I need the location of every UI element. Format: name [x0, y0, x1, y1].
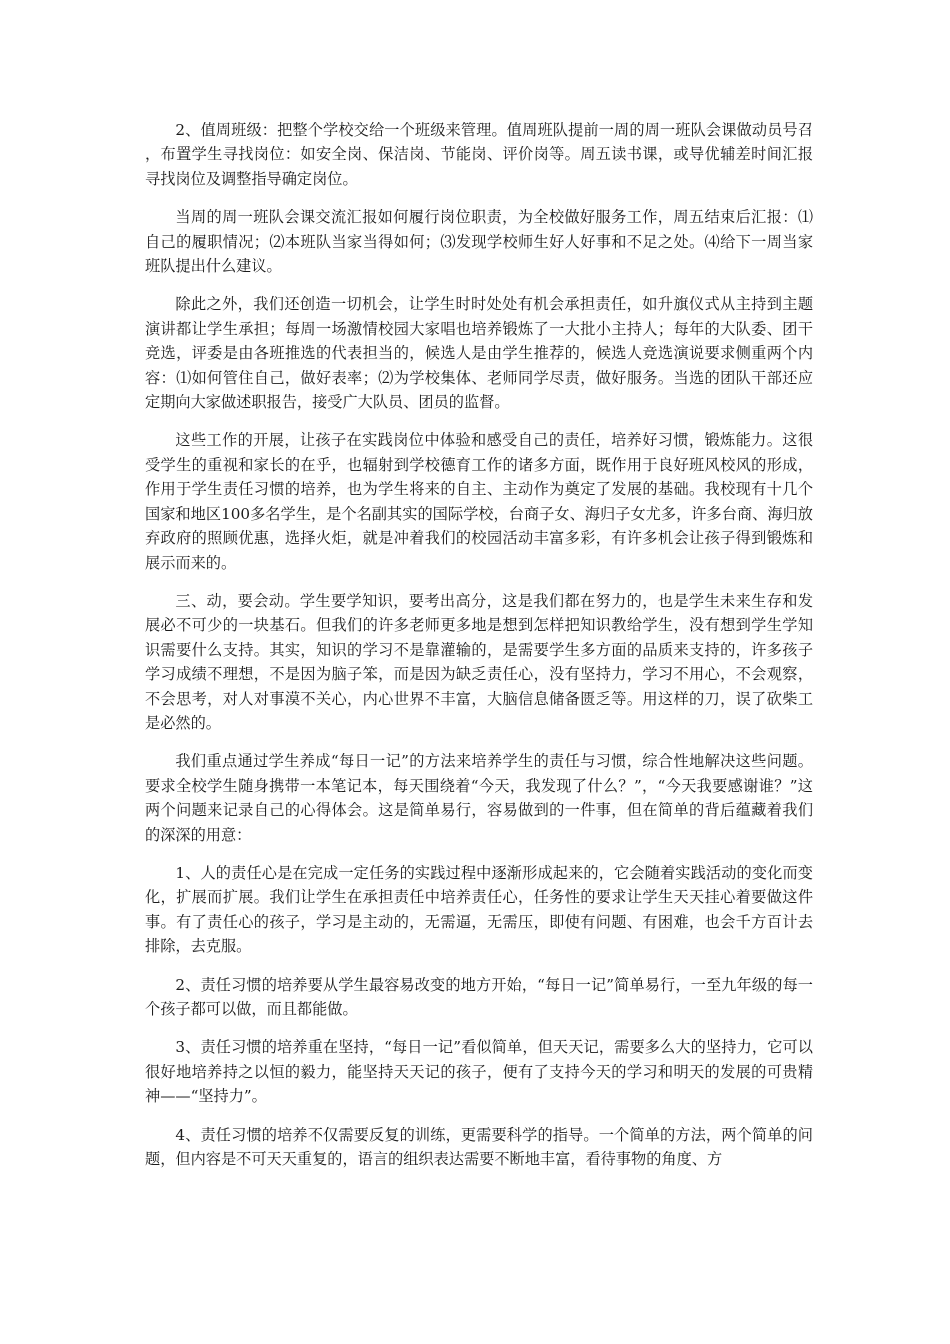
paragraph-work-effects: 这些工作的开展，让孩子在实践岗位中体验和感受自己的责任，培养好习惯，锻炼能力。这很受学生的重视和家长的在乎，也辐射到学校德育工作的诸多方面，既作用于良好班风校风的形成，作用于学生责任习惯的培养，也为学生将来的自主、主动作为奠定了发展的基础。我校现有十几个国家和地区100多名学生，是个名副其实的国际学校，台商子女、海归子女尤多，许多台商、海归放弃政府的照顾优惠，选择火炬，就是冲着我们的校园活动丰富多彩，有许多机会让孩子得到锻炼和展示而来的。 [145, 431, 813, 572]
document-body [145, 118, 813, 1185]
paragraph-section-three: 三、动，要会动。学生要学知识，要考出高分，这是我们都在努力的，也是学生未来生存和发展必不可少的一块基石。但我们的许多老师更多地是想到怎样把知识教给学生，没有想到学生学知识需要什么支持。其实，知识的学习不是靠灌输的，是需要学生多方面的品质来支持的，许多孩子学习成绩不理想，不是因为脑子笨，而是因为缺乏责任心，没有坚持力，学习不用心，不会观察，不会思考，对人对事漠不关心，内心世界不丰富，大脑信息储备匮乏等。用这样的刀，误了砍柴工是必然的。 [145, 591, 813, 732]
paragraph-point-three: 3、责任习惯的培养重在坚持，“每日一记”看似简单，但天天记，需要多么大的坚持力，它可以很好地培养持之以恒的毅力，能坚持天天记的孩子，便有了支持今天的学习和明天的发展的可贵精神——“坚持力”。 [145, 1038, 813, 1106]
paragraph-daily-journal: 我们重点通过学生养成“每日一记”的方法来培养学生的责任与习惯，综合性地解决这些问题。要求全校学生随身携带一本笔记本，每天围绕着“今天，我发现了什么？”，“今天我要感谢谁？”这两个问题来记录自己的心得体会。这是简单易行，容易做到的一件事，但在简单的背后蕴藏着我们的深深的用意： [145, 752, 813, 844]
paragraph-weekly-report: 当周的周一班队会课交流汇报如何履行岗位职责，为全校做好服务工作，周五结束后汇报：⑴自己的履职情况；⑵本班队当家当得如何；⑶发现学校师生好人好事和不足之处。⑷给下一周当家班队提出什么建议。 [145, 208, 813, 276]
paragraph-opportunities: 除此之外，我们还创造一切机会，让学生时时处处有机会承担责任，如升旗仪式从主持到主题演讲都让学生承担；每周一场激情校园大家唱也培养锻炼了一大批小主持人；每年的大队委、团干竞选，评委是由各班推选的代表担当的，候选人是由学生推荐的，候选人竞选演说要求侧重两个内容：⑴如何管住自己，做好表率；⑵为学校集体、老师同学尽责，做好服务。当选的团队干部还应定期向大家做述职报告，接受广大队员、团员的监督。 [145, 295, 813, 412]
paragraph-point-one: 1、人的责任心是在完成一定任务的实践过程中逐渐形成起来的，它会随着实践活动的变化而变化，扩展而扩展。我们让学生在承担责任中培养责任心，任务性的要求让学生天天挂心着要做这件事。有了责任心的孩子，学习是主动的，无需逼，无需压，即使有问题、有困难，也会千方百计去排除，去克服。 [145, 863, 813, 956]
paragraph-point-four: 4、责任习惯的培养不仅需要反复的训练，更需要科学的指导。一个简单的方法，两个简单的问题，但内容是不可天天重复的，语言的组织表达需要不断地丰富，看待事物的角度、方 [145, 1125, 813, 1169]
paragraph-duty-class: 2、值周班级：把整个学校交给一个班级来管理。值周班队提前一周的周一班队会课做动员号召，布置学生寻找岗位：如安全岗、保洁岗、节能岗、评价岗等。周五读书课，或导优辅差时间汇报寻找岗位及调整指导确定岗位。 [145, 121, 813, 188]
paragraph-point-two: 2、责任习惯的培养要从学生最容易改变的地方开始，“每日一记”简单易行，一至九年级的每一个孩子都可以做，而且都能做。 [145, 975, 813, 1018]
